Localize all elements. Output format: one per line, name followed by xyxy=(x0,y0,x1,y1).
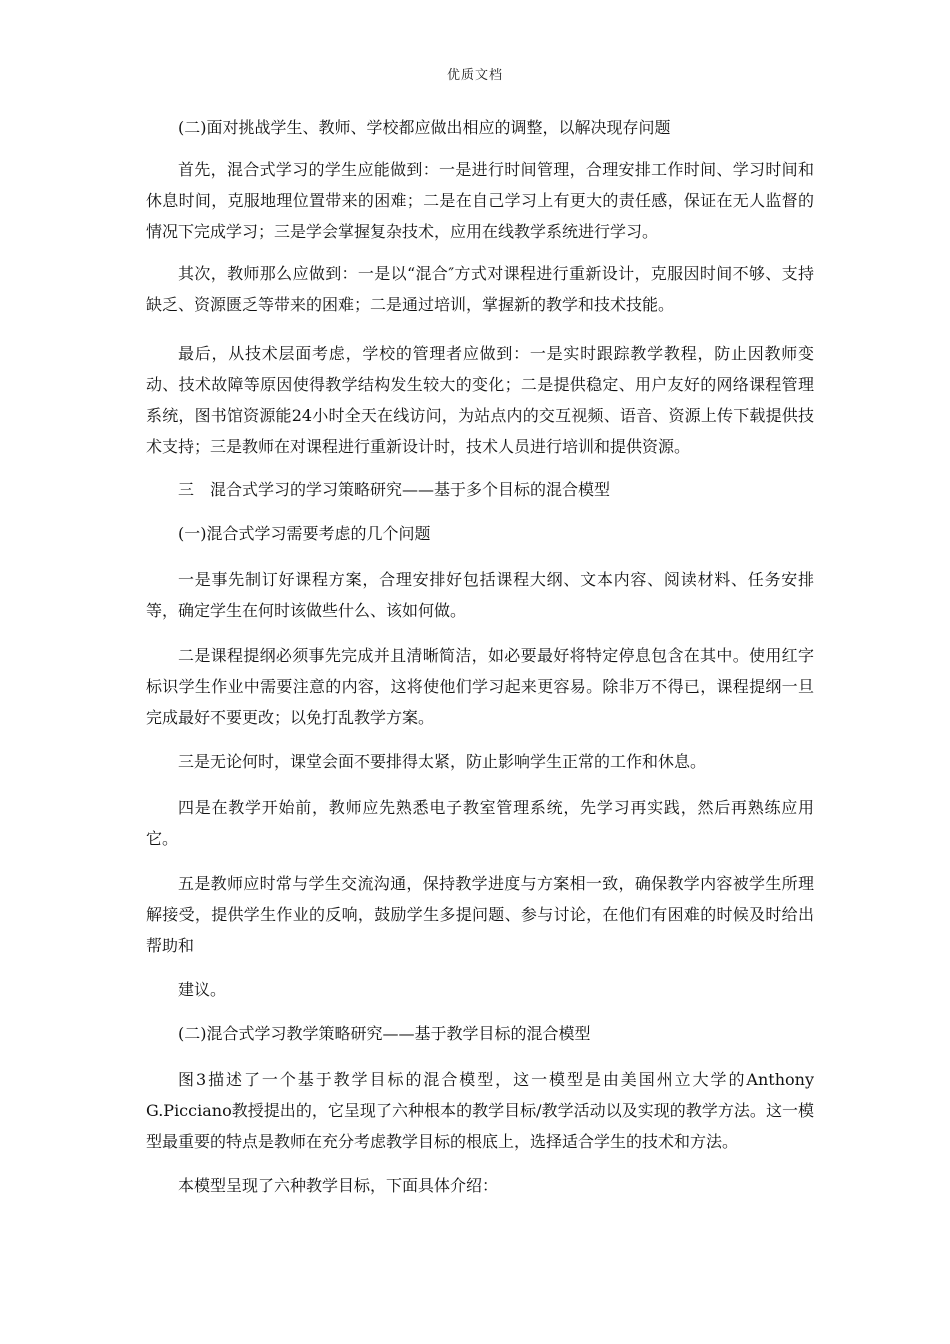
section-heading-2: (二)面对挑战学生、教师、学校都应做出相应的调整，以解决现存问题 xyxy=(178,118,671,137)
paragraph-point-5: 五是教师应时常与学生交流沟通，保持教学进度与方案相一致，确保教学内容被学生所理解接受，提供学生作业的反响，鼓励学生多提问题、参与讨论，在他们有困难的时候及时给出帮助和 xyxy=(146,874,814,955)
subsection-heading-1: (一)混合式学习需要考虑的几个问题 xyxy=(178,524,431,543)
paragraph-point-4: 四是在教学开始前，教师应先熟悉电子教室管理系统，先学习再实践，然后再熟练应用它。 xyxy=(146,798,814,848)
paragraph-figure-3: 图3描述了一个基于教学目标的混合模型，这一模型是由美国州立大学的Anthony G.Picciano教授提出的，它呈现了六种根本的教学目标/教学活动以及实现的教学方法。这一模型最重要的特点是教师在充分考虑教学目标的根底上，选择适合学生的技术和方法。 xyxy=(146,1070,814,1151)
paragraph-students: 首先，混合式学习的学生应能做到：一是进行时间管理，合理安排工作时间、学习时间和休息时间，克服地理位置带来的困难；二是在自己学习上有更大的责任感，保证在无人监督的情况下完成学习；三是学会掌握复杂技术，应用在线教学系统进行学习。 xyxy=(146,160,814,241)
subsection-heading-2: (二)混合式学习教学策略研究——基于教学目标的混合模型 xyxy=(178,1024,591,1043)
paragraph-point-2: 二是课程提纲必须事先完成并且清晰简洁，如必要最好将特定停息包含在其中。使用红字标识学生作业中需要注意的内容，这将使他们学习起来更容易。除非万不得已，课程提纲一旦完成最好不要更改；以免打乱教学方案。 xyxy=(146,646,814,727)
paragraph-point-3: 三是无论何时，课堂会面不要排得太紧，防止影响学生正常的工作和休息。 xyxy=(178,752,707,771)
paragraph-teachers: 其次，教师那么应做到：一是以“混合″方式对课程进行重新设计，克服因时间不够、支持缺乏、资源匮乏等带来的困难；二是通过培训，掌握新的教学和技术技能。 xyxy=(146,264,814,314)
paragraph-technology: 最后，从技术层面考虑，学校的管理者应做到：一是实时跟踪教学教程，防止因教师变动、技术故障等原因使得教学结构发生较大的变化；二是提供稳定、用户友好的网络课程管理系统，图书馆资源能24小时全天在线访问，为站点内的交互视频、语音、资源上传下载提供技术支持；三是教师在对课程进行重新设计时，技术人员进行培训和提供资源。 xyxy=(146,344,814,456)
paragraph-model-intro: 本模型呈现了六种教学目标，下面具体介绍： xyxy=(178,1176,499,1195)
paragraph-point-5-cont: 建议。 xyxy=(178,980,227,999)
page-header: 优质文档 xyxy=(446,68,503,83)
paragraph-point-1: 一是事先制订好课程方案，合理安排好包括课程大纲、文本内容、阅读材料、任务安排等，确定学生在何时该做些什么、该如何做。 xyxy=(146,570,814,620)
section-heading-3: 三 混合式学习的学习策略研究——基于多个目标的混合模型 xyxy=(178,480,611,499)
